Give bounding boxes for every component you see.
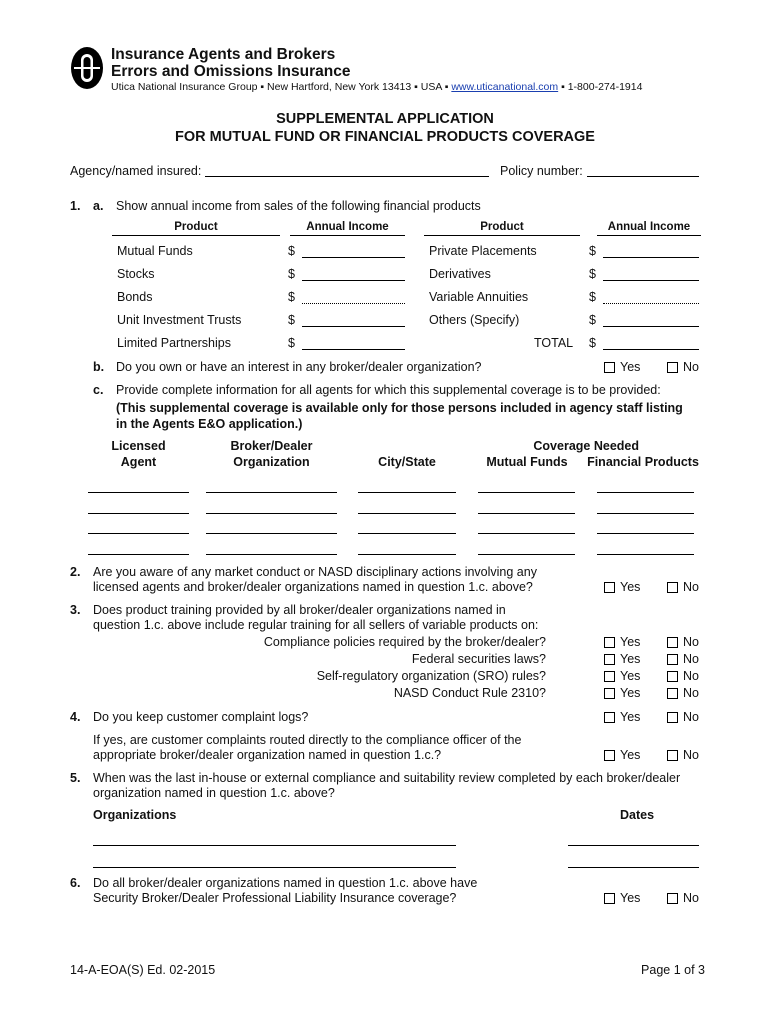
col-dates: Dates (620, 808, 655, 822)
col-organizations: Organizations (93, 808, 177, 822)
no-label: No (683, 748, 699, 762)
q6-line2: Security Broker/Dealer Professional Liability Insurance coverage? (93, 891, 457, 905)
currency-sign: $ (589, 336, 596, 350)
col-broker-dealer: Broker/Dealer (230, 439, 313, 453)
col-mutual-funds: Mutual Funds (486, 455, 568, 469)
yes-label: Yes (620, 360, 641, 374)
agent-row-1-city[interactable] (358, 492, 456, 493)
agent-row-2-licensed[interactable] (88, 513, 189, 514)
yes-label: Yes (620, 748, 641, 762)
yes-label: Yes (620, 710, 641, 724)
policy-label: Policy number: (500, 164, 583, 178)
col-licensed: Licensed (111, 439, 166, 453)
q2-no-checkbox[interactable] (667, 582, 678, 593)
income-unit-investment-trusts[interactable] (302, 326, 405, 327)
website-link[interactable]: www.uticanational.com (451, 81, 559, 93)
q1a-text: Show annual income from sales of the following financial products (116, 199, 481, 213)
company-line1: Insurance Agents and Brokers (111, 46, 336, 63)
page-number: Page 1 of 3 (641, 963, 705, 977)
q4-yes-checkbox[interactable] (604, 712, 615, 723)
col-financial-products: Financial Products (587, 455, 699, 469)
income-private-placements[interactable] (603, 257, 699, 258)
yes-label: Yes (620, 891, 641, 905)
col-product-left: Product (174, 221, 218, 233)
contact-text: Utica National Insurance Group ▪ New Hartford, New York 13413 ▪ USA ▪ (111, 81, 452, 93)
currency-sign: $ (288, 267, 295, 281)
product-variable-annuities: Variable Annuities (429, 290, 529, 304)
q1c-note1: (This supplemental coverage is available only for those persons included in agency staff listing (116, 401, 683, 415)
q2-number: 2. (70, 565, 81, 579)
yes-label: Yes (620, 669, 641, 683)
q2-line2: licensed agents and broker/dealer organizations named in question 1.c. above? (93, 580, 533, 594)
q1c-text: Provide complete information for all agents for which this supplemental coverage is to be provided: (116, 383, 661, 397)
agent-row-4-city[interactable] (358, 554, 456, 555)
agent-row-3-broker[interactable] (206, 533, 337, 534)
agent-row-3-mutual[interactable] (478, 533, 575, 534)
product-unit-investment-trusts: Unit Investment Trusts (117, 313, 242, 327)
q6-number: 6. (70, 876, 81, 890)
agent-row-1-broker[interactable] (206, 492, 337, 493)
yes-label: Yes (620, 652, 641, 666)
q1c-note2: in the Agents E&O application.) (116, 417, 303, 431)
no-label: No (683, 360, 699, 374)
agent-row-4-financial[interactable] (597, 554, 694, 555)
currency-sign: $ (589, 244, 596, 258)
currency-sign: $ (589, 290, 596, 304)
q3-line1: Does product training provided by all broker/dealer organizations named in (93, 603, 506, 617)
agent-row-1-mutual[interactable] (478, 492, 575, 493)
col-city-state: City/State (378, 455, 436, 469)
product-mutual-funds: Mutual Funds (117, 244, 193, 258)
product-stocks: Stocks (117, 267, 155, 281)
q3-nasd-no-checkbox[interactable] (667, 688, 678, 699)
product-limited-partnerships: Limited Partnerships (117, 336, 231, 350)
q3-federal-no-checkbox[interactable] (667, 654, 678, 665)
no-label: No (683, 635, 699, 649)
yes-label: Yes (620, 580, 641, 594)
product-bonds: Bonds (117, 290, 153, 304)
col-coverage-needed (478, 439, 700, 453)
income-limited-partnerships[interactable] (302, 349, 405, 350)
q6-yes-checkbox[interactable] (604, 893, 615, 904)
q1a-label: a. (93, 199, 104, 213)
currency-sign: $ (288, 313, 295, 327)
q1b-text: Do you own or have an interest in any broker/dealer organization? (116, 360, 482, 374)
product-others-specify: Others (Specify) (429, 313, 520, 327)
agent-row-1-licensed[interactable] (88, 492, 189, 493)
col-product-right-underline (424, 235, 580, 236)
income-mutual-funds[interactable] (302, 257, 405, 258)
yes-label: Yes (620, 686, 641, 700)
q5-org-row-1[interactable] (93, 845, 456, 846)
q3-compliance-no-checkbox[interactable] (667, 637, 678, 648)
income-total[interactable] (603, 349, 699, 350)
product-private-placements: Private Placements (429, 244, 537, 258)
contact-line (111, 81, 642, 93)
agent-row-2-financial[interactable] (597, 513, 694, 514)
income-stocks[interactable] (302, 280, 405, 281)
q3-nasd-yes-checkbox[interactable] (604, 688, 615, 699)
income-derivatives[interactable] (603, 280, 699, 281)
q3-sro-no-checkbox[interactable] (667, 671, 678, 682)
q5-line2: organization named in question 1.c. above? (93, 786, 335, 800)
coverage-needed-text: Coverage Needed (533, 439, 639, 453)
currency-sign: $ (288, 244, 295, 258)
q2-yes-checkbox[interactable] (604, 582, 615, 593)
agent-row-1-financial[interactable] (597, 492, 694, 493)
q5-number: 5. (70, 771, 81, 785)
q1b-no-checkbox[interactable] (667, 362, 678, 373)
q3-item-federal: Federal securities laws? (411, 652, 546, 666)
agent-row-2-city[interactable] (358, 513, 456, 514)
q4-line1: Do you keep customer complaint logs? (93, 710, 309, 724)
col-product-right: Product (480, 221, 524, 233)
currency-sign: $ (288, 290, 295, 304)
agent-row-3-financial[interactable] (597, 533, 694, 534)
total-label: TOTAL (534, 336, 574, 350)
currency-sign: $ (288, 336, 295, 350)
no-label: No (683, 652, 699, 666)
agent-row-3-licensed[interactable] (88, 533, 189, 534)
q4-sub2: appropriate broker/dealer organization named in question 1.c.? (93, 748, 442, 762)
q3-number: 3. (70, 603, 81, 617)
no-label: No (683, 686, 699, 700)
col-income-right: Annual Income (607, 221, 691, 233)
q5-date-row-1[interactable] (568, 845, 699, 846)
q1c-label: c. (93, 383, 104, 397)
policy-field[interactable] (587, 176, 699, 177)
agent-row-4-mutual[interactable] (478, 554, 575, 555)
agency-field[interactable] (205, 176, 489, 177)
q3-item-nasd: NASD Conduct Rule 2310? (393, 686, 546, 700)
q4-sub-no-checkbox[interactable] (667, 750, 678, 761)
title-line1: SUPPLEMENTAL APPLICATION (276, 111, 494, 127)
q3-item-sro: Self-regulatory organization (SRO) rules? (316, 669, 546, 683)
agent-row-4-licensed[interactable] (88, 554, 189, 555)
q6-no-checkbox[interactable] (667, 893, 678, 904)
col-agent: Agent (120, 455, 157, 469)
yes-label: Yes (620, 635, 641, 649)
q1b-yes-checkbox[interactable] (604, 362, 615, 373)
no-label: No (683, 580, 699, 594)
utica-logo (70, 46, 104, 90)
q3-item-compliance: Compliance policies required by the broker/dealer? (263, 635, 546, 649)
agent-row-3-city[interactable] (358, 533, 456, 534)
q1b-label: b. (93, 360, 105, 374)
q1-number: 1. (70, 199, 81, 213)
product-derivatives: Derivatives (429, 267, 491, 281)
q5-line1: When was the last in-house or external compliance and suitability review completed by each broker/dealer (93, 771, 681, 785)
q5-org-row-2[interactable] (93, 867, 456, 868)
q2-line1: Are you aware of any market conduct or NASD disciplinary actions involving any (93, 565, 537, 579)
q3-federal-yes-checkbox[interactable] (604, 654, 615, 665)
col-product-left-underline (112, 235, 280, 236)
income-bonds[interactable] (302, 303, 405, 304)
title-line2: FOR MUTUAL FUND OR FINANCIAL PRODUCTS COVERAGE (175, 129, 595, 145)
q4-sub1: If yes, are customer complaints routed directly to the compliance officer of the (93, 733, 522, 747)
agency-label: Agency/named insured: (70, 164, 202, 178)
q4-number: 4. (70, 710, 81, 724)
q6-line1: Do all broker/dealer organizations named in question 1.c. above have (93, 876, 478, 890)
no-label: No (683, 891, 699, 905)
no-label: No (683, 710, 699, 724)
phone-text: ▪ 1-800-274-1914 (558, 81, 643, 93)
agent-row-2-mutual[interactable] (478, 513, 575, 514)
agent-row-4-broker[interactable] (206, 554, 337, 555)
form-id: 14-A-EOA(S) Ed. 02-2015 (70, 963, 216, 977)
no-label: No (683, 669, 699, 683)
company-line2: Errors and Omissions Insurance (111, 63, 351, 80)
q3-compliance-yes-checkbox[interactable] (604, 637, 615, 648)
income-variable-annuities[interactable] (603, 303, 699, 304)
q4-no-checkbox[interactable] (667, 712, 678, 723)
q3-sro-yes-checkbox[interactable] (604, 671, 615, 682)
col-income-left: Annual Income (306, 221, 389, 233)
currency-sign: $ (589, 313, 596, 327)
income-others-specify[interactable] (603, 326, 699, 327)
agent-row-2-broker[interactable] (206, 513, 337, 514)
currency-sign: $ (589, 267, 596, 281)
q3-line2: question 1.c. above include regular training for all sellers of variable products on: (93, 618, 539, 632)
col-income-left-underline (290, 235, 405, 236)
q4-sub-yes-checkbox[interactable] (604, 750, 615, 761)
col-organization: Organization (233, 455, 310, 469)
col-income-right-underline (597, 235, 701, 236)
q5-date-row-2[interactable] (568, 867, 699, 868)
